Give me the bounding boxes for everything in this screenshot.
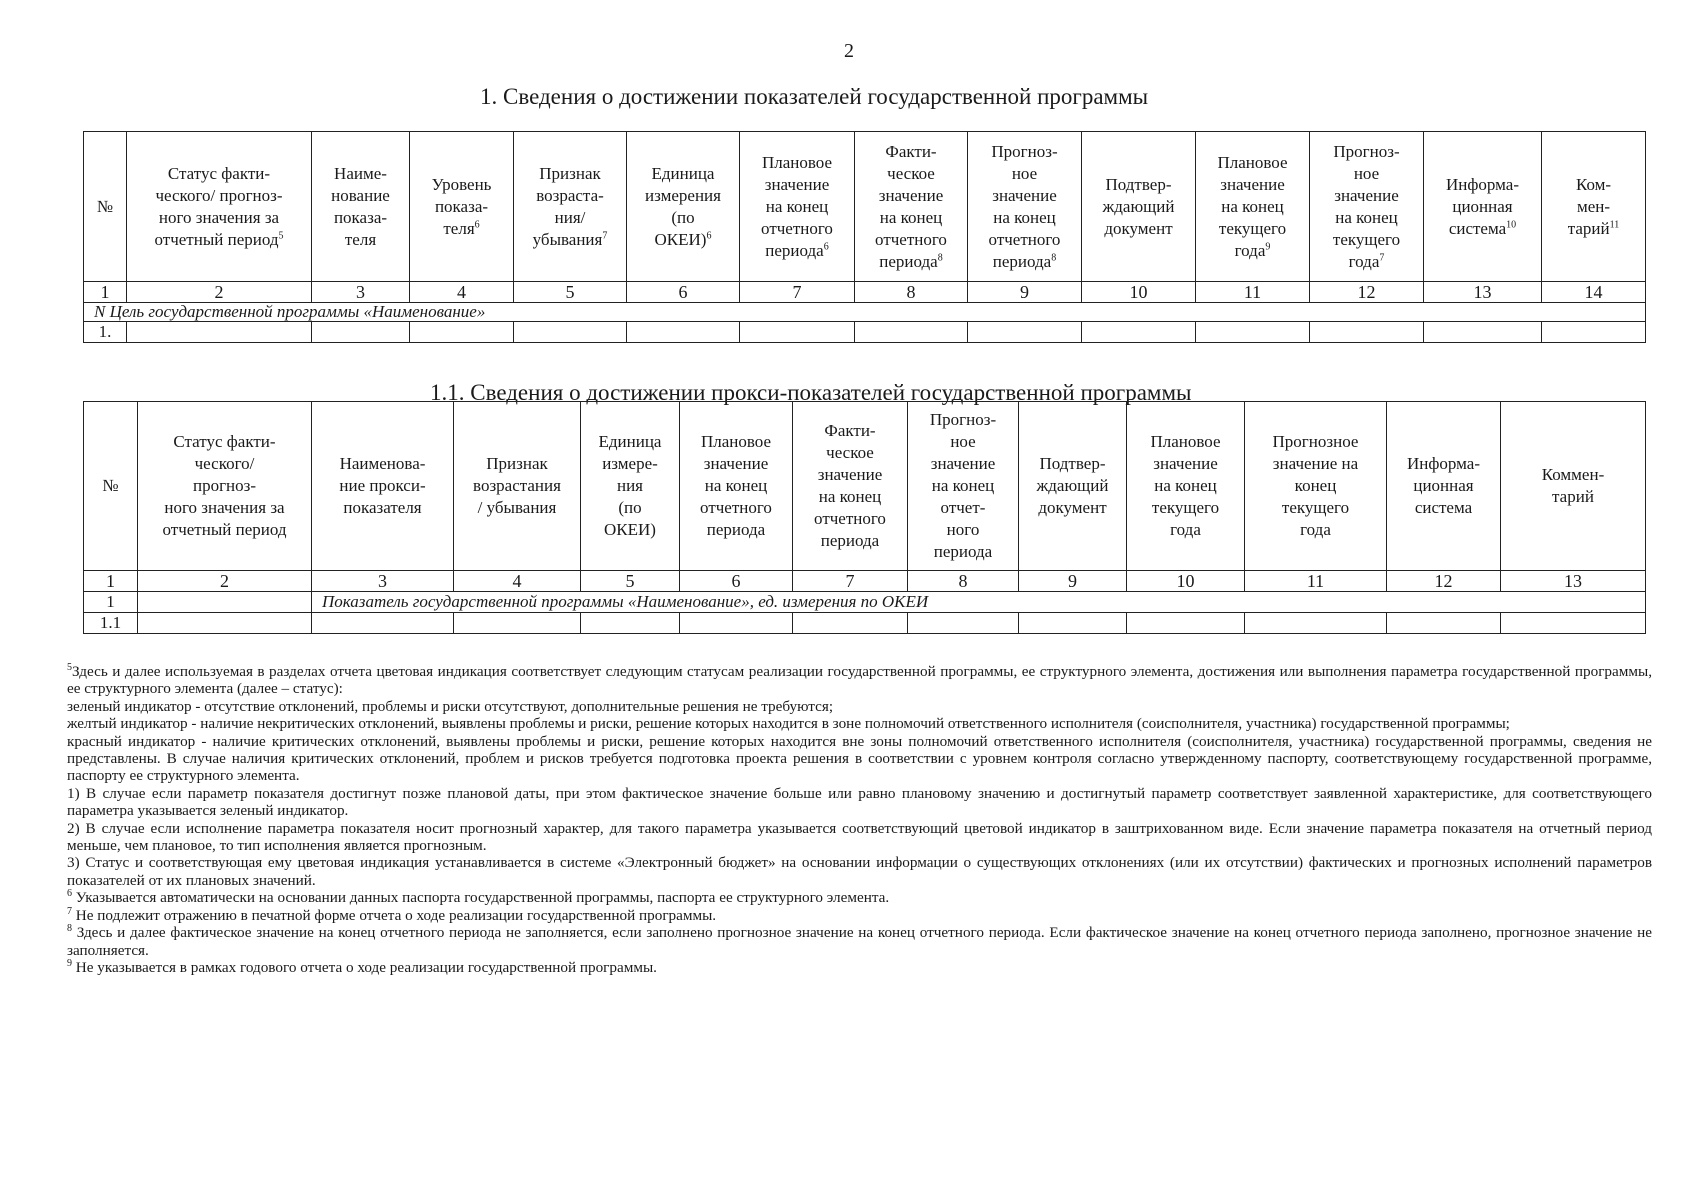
- footnote: 3) Статус и соответствующая ему цветовая индикация устанавливается в системе «Электронный бюджет» на основании информации о существующих отклонениях (или их отсутствии) фактических и прогнозных исполнений параметров показателей от их плановых значений.: [67, 854, 1652, 889]
- column-number: 10: [1127, 571, 1245, 592]
- footnote-number: 7: [67, 905, 72, 917]
- empty-cell: [581, 613, 680, 634]
- column-header: Факти- ческое значение на конец отчетного периода$^8$: [855, 132, 968, 282]
- column-header: Подтвер- ждающий документ: [1082, 132, 1196, 282]
- column-number: 5: [581, 571, 680, 592]
- footnote: $^7$ Не подлежит отражению в печатной форме отчета о ходе реализации государственной программы.: [67, 905, 717, 924]
- proxy-indicator-row: [84, 592, 1646, 613]
- table-row: [84, 613, 1646, 634]
- empty-cell: [968, 322, 1082, 343]
- column-header: Признак возраста- ния/ убывания$^7$: [514, 132, 627, 282]
- footnote-ref: 6: [706, 229, 712, 241]
- empty-cell: [1245, 613, 1387, 634]
- footnote: $^8$ Здесь и далее фактическое значение на конец отчетного периода не заполняется, если заполнено прогнозное значение на конец отчетного периода. Если фактическое значение на конец отчетного периода заполнено, прогнозное значение не заполняется.: [67, 923, 1652, 959]
- column-number: 9: [1019, 571, 1127, 592]
- column-number: 2: [127, 282, 312, 303]
- empty-cell: [1501, 613, 1646, 634]
- column-header: Прогнозное значение на конец текущего года: [1245, 402, 1387, 571]
- empty-cell: [793, 613, 908, 634]
- goal-row-text: N Цель государственной программы «Наименование»: [84, 303, 1646, 322]
- footnote-ref: 5: [278, 229, 284, 241]
- empty-cell: [1127, 613, 1245, 634]
- column-header: Плановое значение на конец отчетного периода: [680, 402, 793, 571]
- column-number: 1: [84, 282, 127, 303]
- indicators-column-numbers-row: [84, 282, 1646, 303]
- column-number: 8: [855, 282, 968, 303]
- footnote-ref: 11: [1609, 218, 1620, 230]
- empty-cell: [454, 613, 581, 634]
- column-header: Единица измере- ния (по ОКЕИ): [581, 402, 680, 571]
- column-number: 3: [312, 571, 454, 592]
- column-header: Уровень показа- теля$^6$: [410, 132, 514, 282]
- empty-cell: [410, 322, 514, 343]
- empty-cell: [1542, 322, 1646, 343]
- column-header: Плановое значение на конец текущего года: [1127, 402, 1245, 571]
- footnote-ref: 7: [1379, 251, 1385, 263]
- column-number: 12: [1387, 571, 1501, 592]
- footnote-ref: 6: [823, 240, 829, 252]
- indicators-table: [83, 131, 1646, 343]
- column-header: Факти- ческое значение на конец отчетного периода: [793, 402, 908, 571]
- footnotes: [67, 663, 1652, 976]
- proxy-column-numbers-row: [84, 571, 1646, 592]
- footnote: $^6$ Указывается автоматически на основании данных паспорта государственной программы, паспорта ее структурного элемента.: [67, 888, 890, 907]
- footnote: $^9$ Не указывается в рамках годового отчета о ходе реализации государственной программы.: [67, 957, 657, 976]
- empty-cell: [627, 322, 740, 343]
- column-header: Подтвер- ждающий документ: [1019, 402, 1127, 571]
- proxy-indicator-text: Показатель государственной программы «Наименование», ед. измерения по ОКЕИ: [312, 592, 1646, 613]
- row-number: 1: [84, 592, 138, 613]
- column-header: Прогноз- ное значение на конец отчетного периода$^8$: [968, 132, 1082, 282]
- empty-cell: [514, 322, 627, 343]
- empty-cell: [1424, 322, 1542, 343]
- column-header: Информа- ционная система$^{10}$: [1424, 132, 1542, 282]
- page-number: 2: [844, 40, 854, 62]
- column-header: Плановое значение на конец текущего года$^9$: [1196, 132, 1310, 282]
- column-number: 7: [740, 282, 855, 303]
- footnote-ref: 7: [602, 229, 608, 241]
- footnote: красный индикатор - наличие критических отклонений, выявлены проблемы и риски, решение которых находится вне зоны полномочий ответственного исполнителя (соисполнителя, участника) государственной программы, сведения не представлены. В случае наличия критических отклонений, проблем и рисков требуется подготовка проекта решения в соответствии с уровнем контроля согласно утвержденному паспорту, соответствующему государственной программе, паспорту ее структурного элемента.: [67, 732, 1652, 785]
- column-number: 7: [793, 571, 908, 592]
- empty-cell: [1196, 322, 1310, 343]
- column-number: 13: [1424, 282, 1542, 303]
- empty-cell: [127, 322, 312, 343]
- column-header: Плановое значение на конец отчетного периода$^6$: [740, 132, 855, 282]
- footnote: 1) В случае если параметр показателя достигнут позже плановой даты, при этом фактическое значение больше или равно плановому значению и достигнутый параметр соответствует заявленной характеристике, для соответствующего параметра указывается зеленый индикатор.: [67, 784, 1652, 820]
- column-header: Наименова- ние прокси- показателя: [312, 402, 454, 571]
- column-number: 6: [680, 571, 793, 592]
- proxy-header-row: [84, 402, 1646, 571]
- column-number: 11: [1196, 282, 1310, 303]
- empty-cell: [908, 613, 1019, 634]
- column-number: 6: [627, 282, 740, 303]
- indicators-header-row: [84, 132, 1646, 282]
- column-header: №: [84, 402, 138, 571]
- column-number: 5: [514, 282, 627, 303]
- column-header: Информа- ционная система: [1387, 402, 1501, 571]
- footnote-ref: 9: [1265, 240, 1271, 252]
- column-header: Статус факти- ческого/ прогноз- ного значения за отчетный период$^5$: [127, 132, 312, 282]
- column-number: 13: [1501, 571, 1646, 592]
- table-row: [84, 322, 1646, 343]
- column-number: 4: [454, 571, 581, 592]
- row-number: 1.1: [84, 613, 138, 634]
- empty-cell: [312, 322, 410, 343]
- column-number: 4: [410, 282, 514, 303]
- empty-cell: [1310, 322, 1424, 343]
- column-number: 3: [312, 282, 410, 303]
- column-number: 1: [84, 571, 138, 592]
- footnote-ref: 10: [1506, 218, 1517, 230]
- column-number: 14: [1542, 282, 1646, 303]
- footnote-number: 9: [67, 957, 72, 969]
- footnote: зеленый индикатор - отсутствие отклонений, проблемы и риски отсутствуют, дополнительные решения не требуются;: [67, 697, 834, 715]
- column-number: 2: [138, 571, 312, 592]
- section-1-1-title: 1.1. Сведения о достижении прокси-показателей государственной программы: [430, 380, 1192, 405]
- column-header: Признак возрастания / убывания: [454, 402, 581, 571]
- empty-cell: [1082, 322, 1196, 343]
- column-number: 8: [908, 571, 1019, 592]
- footnote-ref: 8: [1051, 251, 1057, 263]
- section-1-title: 1. Сведения о достижении показателей государственной программы: [480, 84, 1149, 109]
- footnote-number: 5: [67, 661, 72, 673]
- column-header: Прогноз- ное значение на конец текущего года$^7$: [1310, 132, 1424, 282]
- column-header: Коммен- тарий: [1501, 402, 1646, 571]
- footnote-number: 8: [67, 923, 72, 935]
- column-header: Ком- мен- тарий$^{11}$: [1542, 132, 1646, 282]
- footnote: 2) В случае если исполнение параметра показателя носит прогнозный характер, для такого параметра указывается соответствующий цветовой индикатор в заштрихованном виде. Если значение параметра показателя на отчетный период меньше, чем плановое, то тип исполнения является прогнозным.: [67, 819, 1652, 855]
- column-header: Единица измерения (по ОКЕИ)$^6$: [627, 132, 740, 282]
- empty-cell: [138, 613, 312, 634]
- footnote-number: 6: [67, 888, 72, 900]
- empty-cell: [855, 322, 968, 343]
- empty-cell: [312, 613, 454, 634]
- column-header: Прогноз- ное значение на конец отчет- ного периода: [908, 402, 1019, 571]
- empty-cell: [1019, 613, 1127, 634]
- proxy-indicators-table: [83, 401, 1646, 634]
- goal-row: [84, 303, 1646, 322]
- footnote-ref: 8: [937, 251, 943, 263]
- row-number: 1.: [84, 322, 127, 343]
- column-number: 9: [968, 282, 1082, 303]
- footnote: желтый индикатор - наличие некритических отклонений, выявлены проблемы и риски, решение которых находится в зоне полномочий ответственного исполнителя (соисполнителя, участника) государственной программы;: [67, 715, 1510, 733]
- footnote-ref: 6: [474, 218, 480, 230]
- empty-cell: [680, 613, 793, 634]
- column-number: 11: [1245, 571, 1387, 592]
- column-header: Наиме- нование показа- теля: [312, 132, 410, 282]
- column-header: Статус факти- ческого/ прогноз- ного значения за отчетный период: [138, 402, 312, 571]
- column-number: 12: [1310, 282, 1424, 303]
- empty-cell: [1387, 613, 1501, 634]
- empty-cell: [138, 592, 312, 613]
- column-number: 10: [1082, 282, 1196, 303]
- column-header: №: [84, 132, 127, 282]
- empty-cell: [740, 322, 855, 343]
- footnote: $^5$Здесь и далее используемая в разделах отчета цветовая индикация соответствует следующим статусам реализации государственной программы, ее структурного элемента, достижения или выполнения параметра государственной программы, ее структурного элемента (далее – статус):: [67, 661, 1652, 698]
